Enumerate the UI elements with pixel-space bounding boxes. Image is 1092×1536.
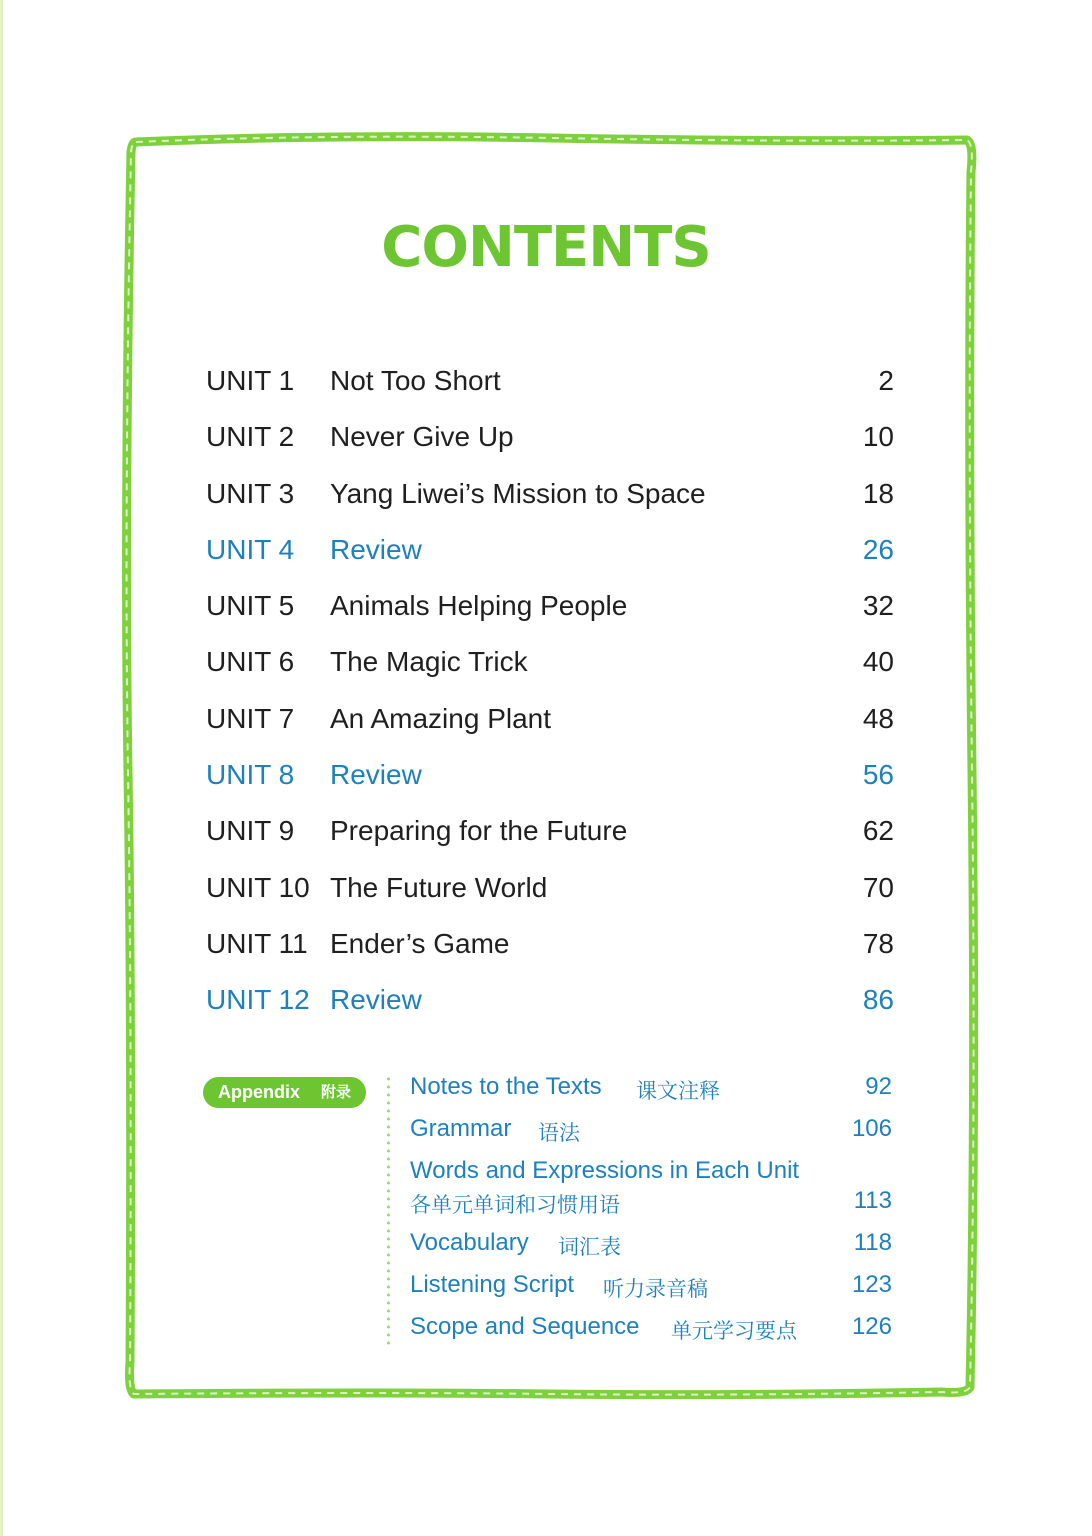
appendix-item-page: 118 [853,1229,892,1256]
unit-title: The Future World [330,871,548,903]
unit-number: UNIT 5 [206,590,295,622]
unit-page: 10 [862,421,894,453]
unit-number: UNIT 9 [206,815,295,847]
page-title: CONTENTS [381,215,711,280]
toc-row-unit-3[interactable] [206,468,894,524]
unit-number: UNIT 3 [206,477,295,509]
appendix-item-title-zh: 单元学习要点 [671,1320,797,1343]
appendix-item-page: 113 [853,1187,892,1214]
appendix-item-page: 106 [851,1115,892,1142]
appendix-label-zh: 附录 [321,1084,352,1101]
unit-title: Yang Liwei’s Mission to Space [330,477,706,509]
appendix-item-page: 92 [865,1073,892,1100]
toc-row-unit-7[interactable] [206,693,894,749]
unit-page: 62 [862,815,894,847]
appendix-label: Appendix [218,1082,301,1102]
unit-page: 32 [862,590,894,622]
unit-number: UNIT 11 [206,927,308,959]
unit-number: UNIT 12 [206,984,310,1016]
unit-page: 40 [862,646,894,678]
appendix-badge [203,1077,366,1108]
unit-title: Ender’s Game [330,927,510,959]
appendix-item-title-zh: 语法 [538,1122,580,1145]
unit-number: UNIT 6 [206,646,295,678]
unit-number: UNIT 8 [206,759,295,791]
appendix-item-notes[interactable] [410,1073,892,1105]
unit-number: UNIT 1 [206,365,295,396]
toc-row-unit-9[interactable] [206,805,894,861]
unit-page: 70 [862,871,894,903]
toc-row-unit-12[interactable] [206,974,894,1030]
unit-page: 26 [862,533,894,565]
unit-number: UNIT 7 [206,702,295,734]
appendix-item-vocabulary[interactable] [410,1229,892,1261]
appendix-item-title-zh: 各单元单词和习惯用语 [410,1194,620,1217]
unit-number: UNIT 2 [206,421,295,453]
appendix-item-page: 126 [851,1313,892,1340]
toc-row-unit-1[interactable] [206,355,894,411]
appendix-item-words[interactable] [410,1157,892,1189]
toc-row-unit-11[interactable] [206,918,894,974]
unit-page: 86 [862,984,894,1016]
unit-title: Animals Helping People [330,590,628,622]
unit-number: UNIT 10 [206,871,310,903]
appendix-item-title: Grammar [410,1115,512,1142]
unit-title: Review [330,984,422,1016]
appendix-item-title: Listening Script [410,1271,575,1298]
appendix-item-listening[interactable] [410,1271,892,1303]
toc-row-unit-4[interactable] [206,524,894,580]
appendix-item-grammar[interactable] [410,1115,892,1147]
unit-title: Never Give Up [330,421,514,453]
unit-page: 56 [862,759,894,791]
unit-title: An Amazing Plant [330,702,552,734]
unit-page: 2 [878,365,894,396]
toc-list [206,355,894,1031]
appendix-item-words-zh-row[interactable] [410,1187,892,1219]
toc-row-unit-6[interactable] [206,636,894,692]
appendix-item-title: Scope and Sequence [410,1313,640,1340]
toc-row-unit-8[interactable] [206,749,894,805]
unit-title: Not Too Short [330,365,501,396]
appendix-item-title-zh: 听力录音稿 [603,1278,708,1301]
unit-title: Preparing for the Future [330,815,628,847]
toc-row-unit-2[interactable] [206,411,894,467]
unit-number: UNIT 4 [206,533,295,565]
appendix-item-title: Vocabulary [410,1229,529,1256]
appendix-item-title-zh: 词汇表 [558,1236,621,1259]
unit-title: Review [330,533,422,565]
appendix-item-title: Notes to the Texts [410,1073,602,1100]
dotted-divider [387,1075,390,1347]
toc-row-unit-5[interactable] [206,580,894,636]
toc-row-unit-10[interactable] [206,862,894,918]
unit-page: 48 [862,702,894,734]
unit-page: 78 [862,927,894,959]
appendix-item-page: 123 [851,1271,892,1298]
unit-title: The Magic Trick [330,646,528,678]
unit-title: Review [330,759,422,791]
appendix-item-title: Words and Expressions in Each Unit [410,1157,800,1184]
unit-page: 18 [862,477,894,509]
appendix-item-title-zh: 课文注释 [636,1080,720,1103]
appendix-item-scope[interactable] [410,1313,892,1345]
